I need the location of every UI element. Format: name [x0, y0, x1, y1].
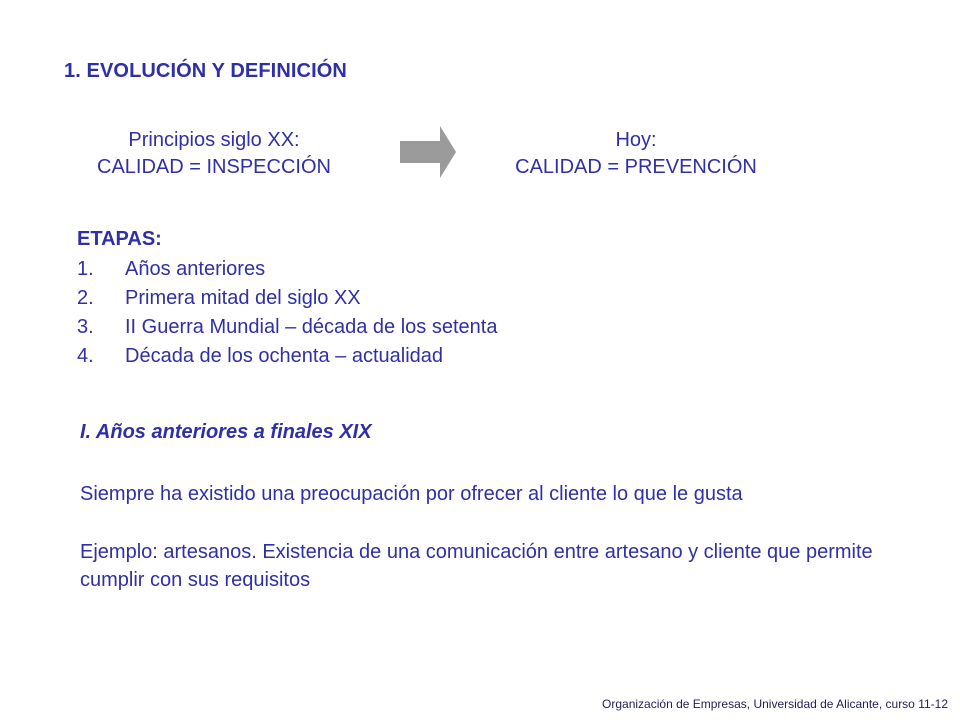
paragraph-artisans-example: Ejemplo: artesanos. Existencia de una comunicación entre artesano y cliente que permite cumplir con sus requisitos — [80, 541, 873, 591]
slide-title: 1. EVOLUCIÓN Y DEFINICIÓN — [64, 60, 347, 82]
paragraph-customer-concern: Siempre ha existido una preocupación por ofrecer al cliente lo que le gusta — [80, 483, 743, 505]
comparison-left-equation: CALIDAD = INSPECCIÓN — [97, 156, 331, 178]
comparison-right-equation: CALIDAD = PREVENCIÓN — [515, 156, 757, 178]
stages-heading: ETAPAS: — [77, 228, 162, 250]
comparison-left-label: Principios siglo XX: — [128, 129, 300, 151]
stage-label: Primera mitad del siglo XX — [125, 287, 361, 309]
stage-item — [77, 342, 497, 371]
stages-list — [77, 255, 497, 371]
stage-item — [77, 313, 497, 342]
comparison-right — [486, 127, 786, 181]
stage-item — [77, 284, 497, 313]
stage-number: 3. — [77, 316, 94, 338]
section-heading: I. Años anteriores a finales XIX — [80, 421, 372, 443]
right-arrow-icon — [398, 124, 458, 180]
comparison-right-label: Hoy: — [615, 129, 657, 151]
stage-label: Años anteriores — [125, 258, 266, 280]
stage-number: 2. — [77, 287, 94, 309]
footer-credit: Organización de Empresas, Universidad de Alicante, curso 11-12 — [602, 697, 948, 711]
stage-label: II Guerra Mundial – década de los setenta — [125, 316, 498, 338]
stage-number: 1. — [77, 258, 94, 280]
stage-item — [77, 255, 497, 284]
comparison-left — [68, 127, 360, 181]
stage-label: Década de los ochenta – actualidad — [125, 345, 444, 367]
stage-number: 4. — [77, 345, 94, 367]
